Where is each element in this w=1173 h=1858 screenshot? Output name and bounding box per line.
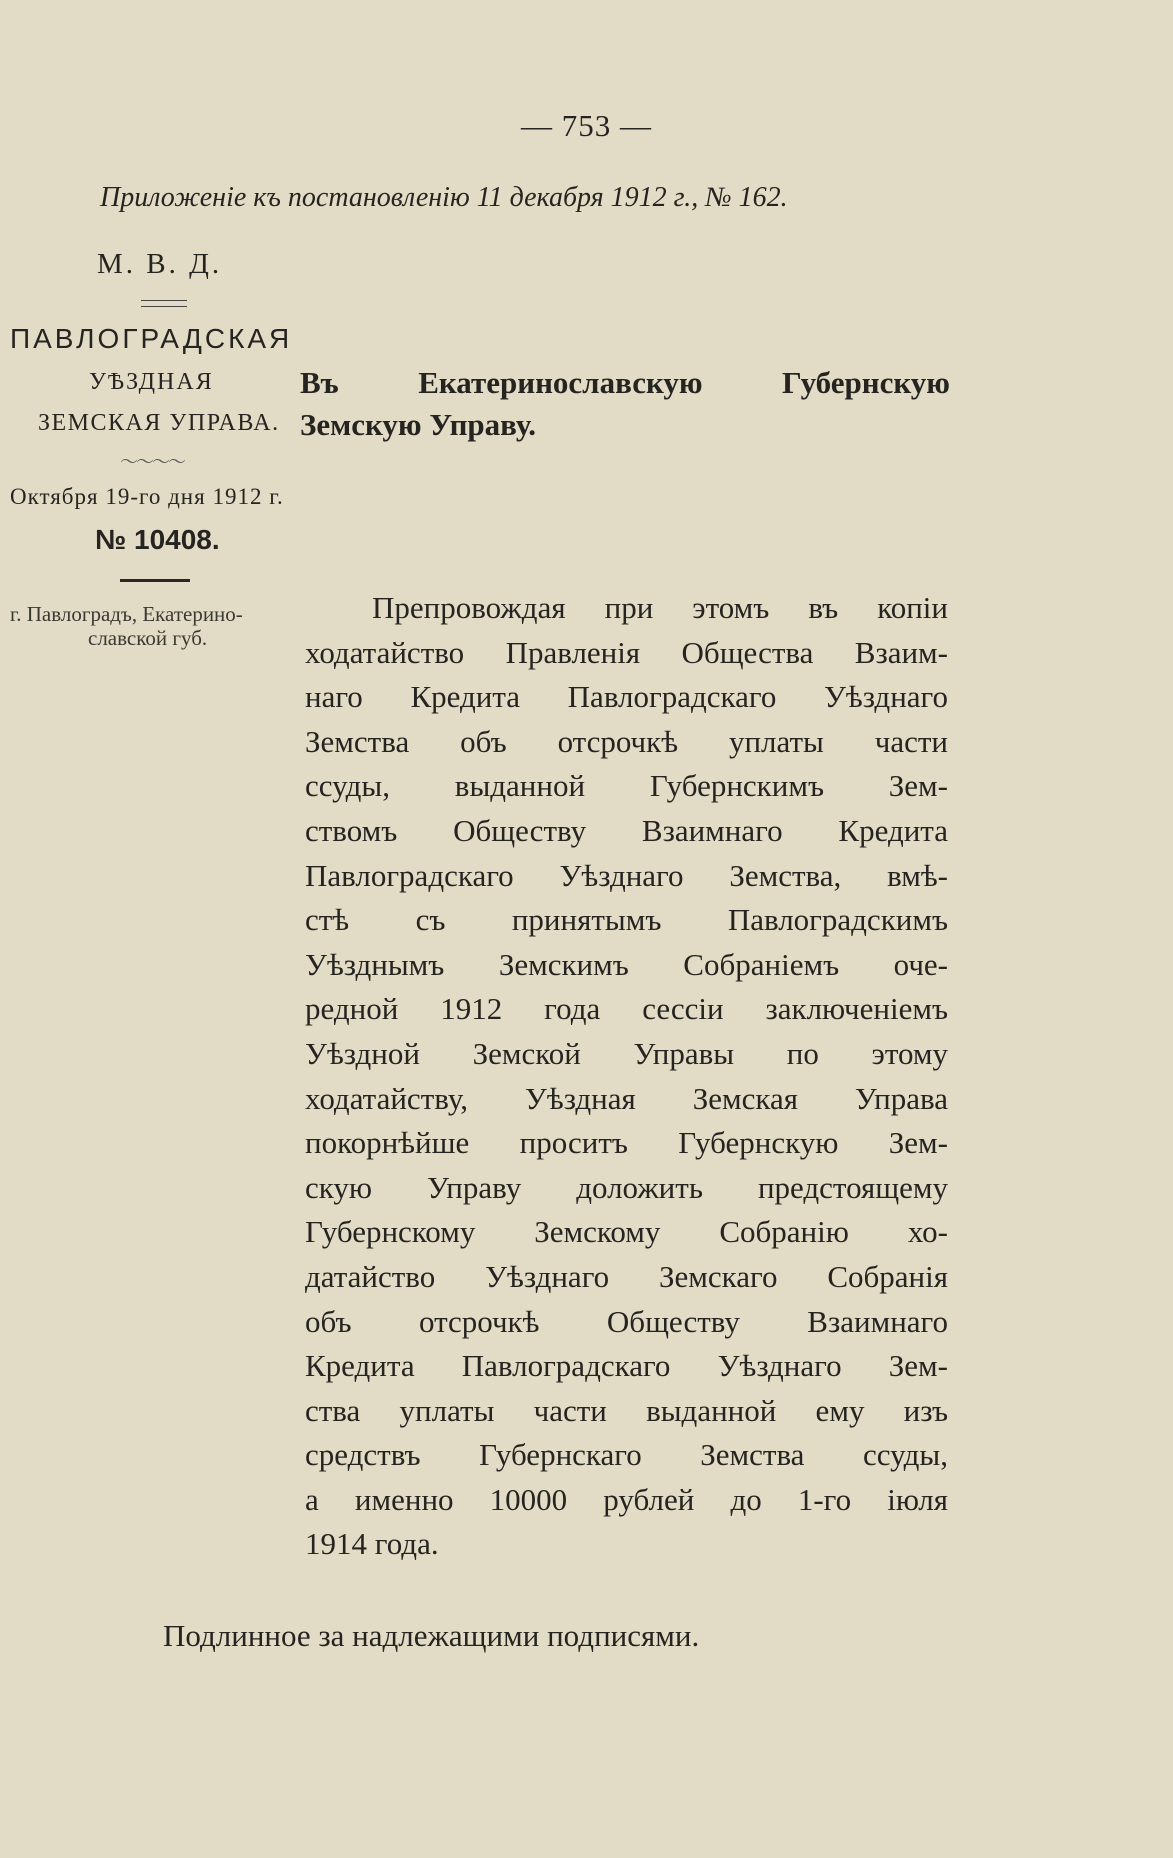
sender-org-line1: ПАВЛОГРАДСКАЯ <box>10 323 293 354</box>
wavy-divider: 〜〜〜〜 <box>120 452 184 472</box>
body-line: 1914 года. <box>305 1526 439 1562</box>
addressee-line2: Земскую Управу. <box>300 407 536 442</box>
addressee-block <box>300 362 950 446</box>
body-line: ства уплаты части выданной ему изъ <box>305 1392 948 1428</box>
body-line: стѣ съ принятымъ Павлоградскимъ <box>305 902 948 938</box>
body-line: скую Управу доложить предстоящему <box>305 1169 948 1205</box>
addressee-line1: Въ Екатеринославскую Губернскую <box>300 365 950 400</box>
body-line: объ отсрочкѣ Обществу Взаимнаго <box>305 1303 948 1339</box>
ministry-abbrev: М. В. Д. <box>97 248 223 280</box>
body-line: Уѣзднымъ Земскимъ Собраніемъ оче- <box>305 946 948 982</box>
body-line: покорнѣйше проситъ Губернскую Зем- <box>305 1125 948 1161</box>
body-line: наго Кредита Павлоградскаго Уѣзднаго <box>305 679 948 715</box>
closing-line: Подлинное за надлежащими подписями. <box>163 1618 700 1653</box>
body-line: Павлоградскаго Уѣзднаго Земства, вмѣ- <box>305 857 948 893</box>
double-rule-divider <box>141 300 187 307</box>
body-line: ходатайству, Уѣздная Земская Управа <box>305 1080 948 1116</box>
body-line: Уѣздной Земской Управы по этому <box>305 1035 948 1071</box>
letter-date: Октября 19-го дня 1912 г. <box>10 484 284 509</box>
sender-org-line3: ЗЕМСКАЯ УПРАВА. <box>38 410 280 436</box>
solid-rule-divider <box>120 579 190 582</box>
letter-number: № 10408. <box>95 524 220 555</box>
letter-body <box>305 586 948 1567</box>
body-line: датайство Уѣзднаго Земскаго Собранія <box>305 1258 948 1294</box>
appendix-note: Приложеніе къ постановленію 11 декабря 1912 г., № 162. <box>100 182 788 213</box>
page-number: — 753 — <box>521 108 652 143</box>
body-line: Земства объ отсрочкѣ уплаты части <box>305 723 948 759</box>
sender-city-line2: славской губ. <box>88 626 208 650</box>
sender-org-line2: УѢЗДНАЯ <box>89 369 214 395</box>
body-line: ствомъ Обществу Взаимнаго Кредита <box>305 812 948 848</box>
sender-city-line1: г. Павлоградъ, Екатерино- <box>10 602 243 626</box>
body-line: Препровождая при этомъ въ копіи <box>372 590 948 625</box>
body-line: Кредита Павлоградскаго Уѣзднаго Зем- <box>305 1348 948 1384</box>
body-line: ходатайство Правленія Общества Взаим- <box>305 634 948 670</box>
body-line: а именно 10000 рублей до 1-го іюля <box>305 1481 948 1517</box>
body-line: средствъ Губернскаго Земства ссуды, <box>305 1437 948 1473</box>
body-line: Губернскому Земскому Собранію хо- <box>305 1214 948 1250</box>
body-line: ссуды, выданной Губернскимъ Зем- <box>305 768 948 804</box>
body-line: редной 1912 года сессіи заключеніемъ <box>305 991 948 1027</box>
